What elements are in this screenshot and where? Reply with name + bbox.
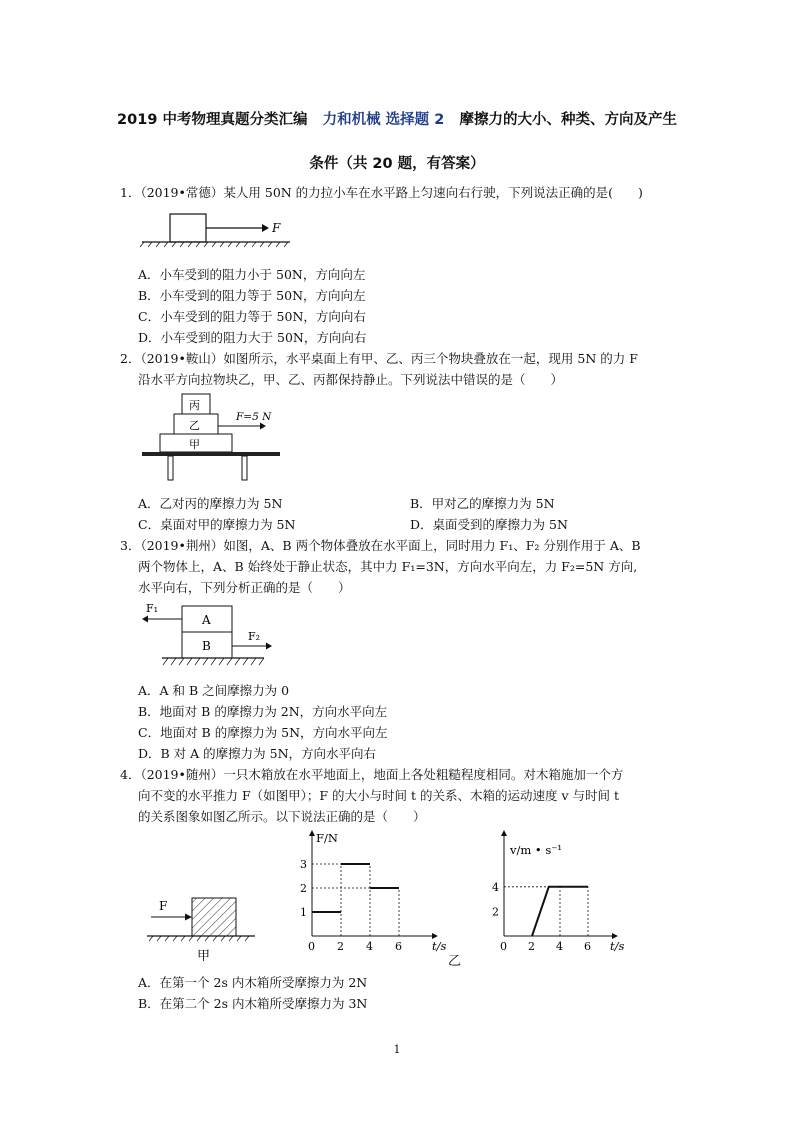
q3-stem-line3: 水平向右，下列分析正确的是（ ） (138, 580, 351, 595)
title-part2: 力和机械 选择题 2 (322, 112, 445, 128)
q1-option-c: C．小车受到的阻力等于 50N，方向向右 (138, 309, 366, 324)
q1-force-label: F (272, 221, 281, 235)
title-part1: 2019 中考物理真题分类汇编 (117, 112, 308, 128)
chart1-x-tick-2: 2 (337, 940, 344, 953)
q4-fig-yi-caption: 乙 (448, 954, 462, 969)
chart1-x-tick-4: 4 (366, 940, 373, 953)
q2-force-label: F=5 N (236, 411, 272, 423)
q2-block-bottom: 甲 (189, 438, 200, 451)
q3-figure (138, 598, 288, 674)
chart2-x-tick-2: 2 (528, 940, 535, 953)
q2-option-d: D．桌面受到的摩擦力为 5N (410, 517, 568, 532)
q2-stem-line2: 沿水平方向拉物块乙，甲、乙、丙都保持静止。下列说法中错误的是（ ） (138, 372, 564, 387)
q2-figure (138, 390, 288, 486)
q2-option-a: A．乙对丙的摩擦力为 5N (138, 496, 283, 511)
q2-stem-line1: 2．（2019•鞍山）如图所示，水平桌面上有甲、乙、丙三个物块叠放在一起，现用 5N 的力 F (120, 351, 638, 366)
q2-option-b: B．甲对乙的摩擦力为 5N (410, 496, 555, 511)
chart2-x-label: t/s (610, 939, 625, 953)
q3-option-a: A．A 和 B 之间摩擦力为 0 (138, 683, 290, 698)
q4-figure-jia (145, 890, 265, 970)
title-part3: 摩擦力的大小、种类、方向及产生 (459, 112, 677, 128)
q3-f2-label: F₂ (248, 630, 261, 643)
chart1-x-tick-0: 0 (308, 940, 315, 953)
q4-option-b: B．在第二个 2s 内木箱所受摩擦力为 3N (138, 996, 368, 1011)
chart2-x-tick-6: 6 (584, 940, 591, 953)
q3-option-c: C．地面对 B 的摩擦力为 5N，方向水平向左 (138, 725, 388, 740)
chart1-y-tick-1: 1 (300, 906, 307, 919)
q3-f1-label: F₁ (146, 602, 159, 615)
document-title-line2: 条件（共 20 题，有答案） (309, 156, 485, 172)
q4-chart-velocity-time (490, 826, 630, 956)
q4-stem-line2: 向不变的水平推力 F（如图甲）；F 的大小与时间 t 的关系、木箱的运动速度 v 与时间 t (138, 788, 620, 803)
q1-option-a: A．小车受到的阻力小于 50N，方向向左 (138, 267, 366, 282)
chart1-y-arrow (309, 830, 315, 836)
q2-block-mid: 乙 (189, 419, 200, 432)
chart1-y-tick-2: 2 (300, 882, 307, 895)
q4-force-label: F (159, 899, 168, 913)
q3-block-b: B (202, 639, 211, 653)
chart2-y-arrow (501, 830, 507, 836)
chart2-y-tick-4: 4 (492, 880, 499, 894)
document-title (0, 108, 794, 129)
q2-block-top: 丙 (189, 399, 200, 412)
q3-block-a: A (202, 613, 211, 627)
q4-fig-jia-caption: 甲 (197, 949, 211, 964)
q4-chart-force-time (292, 826, 462, 971)
page-number: 1 (393, 1043, 401, 1056)
q3-stem-line1: 3．（2019•荆州）如图，A、B 两个物体叠放在水平面上，同时用力 F₁、F₂ 分别作用于 A、B (120, 538, 641, 553)
chart2-x-tick-0: 0 (500, 940, 507, 953)
q2-option-c: C．桌面对甲的摩擦力为 5N (138, 517, 296, 532)
q3-stem-line2: 两个物体上，A、B 始终处于静止状态，其中力 F₁=3N，方向水平向左，力 F₂=5N 方向, (138, 559, 638, 574)
q4-option-a: A．在第一个 2s 内木箱所受摩擦力为 2N (138, 975, 368, 990)
chart1-y-tick-3: 3 (300, 858, 307, 871)
chart1-x-label: t/s (432, 939, 447, 953)
q1-figure (138, 210, 298, 250)
q4-stem-line3: 的关系图象如图乙所示。以下说法正确的是（ ） (138, 809, 426, 824)
chart2-y-label: v/m • s⁻¹ (510, 843, 562, 857)
chart2-y-tick-2: 2 (492, 905, 499, 919)
chart2-x-tick-4: 4 (556, 940, 563, 953)
q1-option-b: B．小车受到的阻力等于 50N，方向向左 (138, 288, 366, 303)
q3-option-d: D．B 对 A 的摩擦力为 5N，方向水平向右 (138, 746, 377, 761)
chart1-x-tick-6: 6 (395, 940, 402, 953)
q4-stem-line1: 4．（2019•随州）一只木箱放在水平地面上，地面上各处粗糙程度相同。对木箱施加一个方 (120, 767, 624, 782)
chart1-y-label: F/N (316, 831, 338, 845)
q3-option-b: B．地面对 B 的摩擦力为 2N，方向水平向左 (138, 704, 388, 719)
q1-option-d: D．小车受到的阻力大于 50N，方向向右 (138, 330, 367, 345)
q1-stem: 1．（2019•常德）某人用 50N 的力拉小车在水平路上匀速向右行驶，下列说法正确的是( ) (120, 185, 643, 200)
